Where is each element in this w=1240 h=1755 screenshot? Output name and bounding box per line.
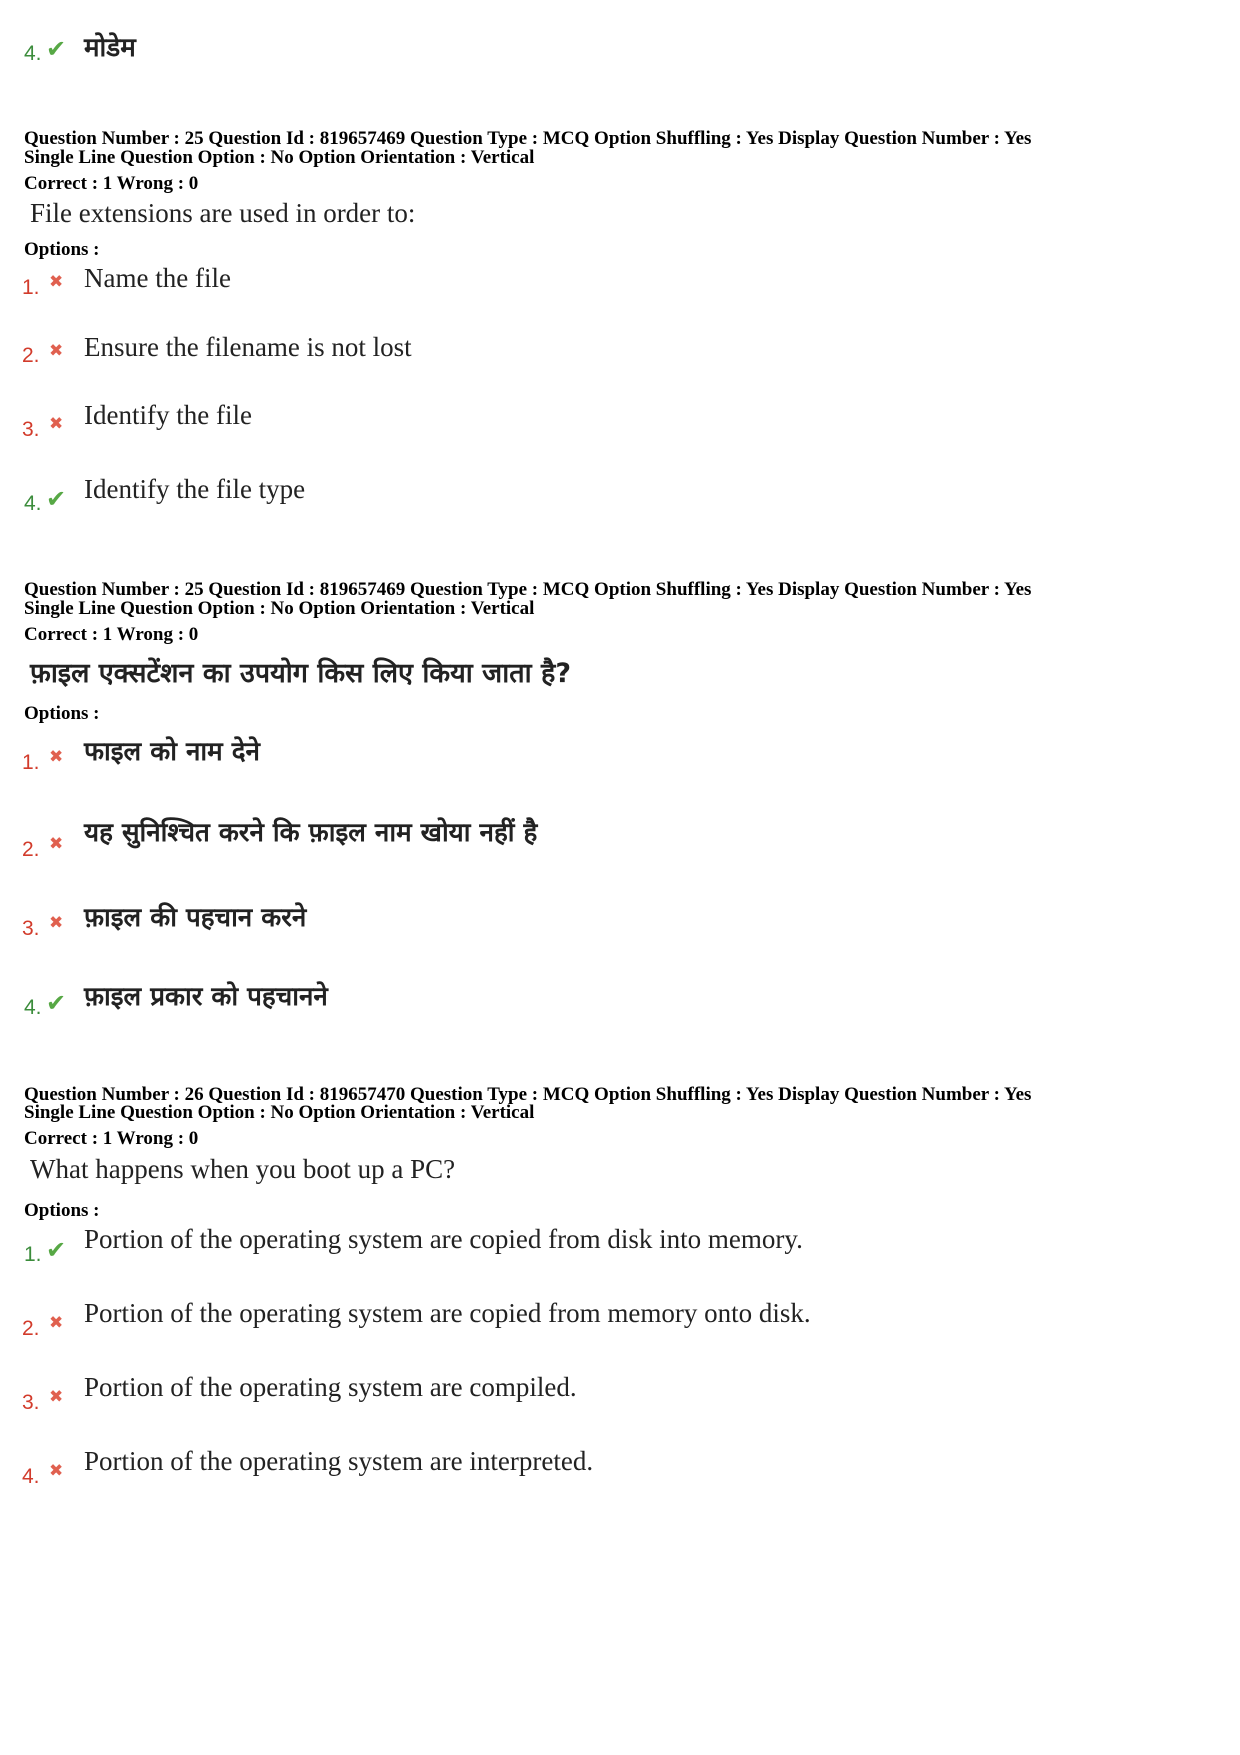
- cross-icon: ✖: [49, 1313, 64, 1333]
- options-label: Options :: [24, 239, 100, 260]
- option-number: 3.: [22, 1391, 40, 1414]
- question-meta-line2: Single Line Question Option : No Option Orientation : Vertical: [24, 147, 535, 168]
- option-text: यह सुनिश्चित करने कि फ़ाइल नाम खोया नहीं है: [84, 818, 538, 848]
- option-text: Portion of the operating system are copied from disk into memory.: [84, 1224, 803, 1254]
- cross-icon: ✖: [49, 272, 64, 292]
- option-text: Identify the file type: [84, 474, 306, 504]
- options-label: Options :: [24, 703, 100, 724]
- option-number: 1.: [22, 276, 40, 299]
- option-text: Portion of the operating system are interpreted.: [84, 1446, 594, 1476]
- option-text: फाइल को नाम देने: [84, 737, 260, 767]
- option-number: 1.: [22, 751, 40, 774]
- option-text: फ़ाइल प्रकार को पहचानने: [84, 982, 328, 1012]
- score-line: Correct : 1 Wrong : 0: [24, 1128, 199, 1149]
- option-text: Identify the file: [84, 400, 252, 430]
- question-meta: Question Number : 25 Question Id : 819657469 Question Type : MCQ Option Shuffling : Yes Display Question Number : Yes: [24, 579, 1032, 600]
- option-text: Portion of the operating system are copied from memory onto disk.: [84, 1298, 811, 1328]
- option-number: 3.: [22, 917, 40, 940]
- cross-icon: ✖: [49, 747, 64, 767]
- option-number: 4.: [24, 42, 42, 65]
- check-icon: ✔: [46, 35, 67, 63]
- cross-icon: ✖: [49, 1461, 64, 1481]
- score-line: Correct : 1 Wrong : 0: [24, 173, 199, 194]
- score-line: Correct : 1 Wrong : 0: [24, 624, 199, 645]
- question-text: What happens when you boot up a PC?: [30, 1154, 456, 1184]
- cross-icon: ✖: [49, 834, 64, 854]
- option-text: फ़ाइल की पहचान करने: [84, 903, 307, 933]
- check-icon: ✔: [46, 989, 67, 1017]
- option-number: 1.: [24, 1243, 42, 1266]
- check-icon: ✔: [46, 485, 67, 513]
- cross-icon: ✖: [49, 414, 64, 434]
- option-number: 4.: [24, 996, 42, 1019]
- option-number: 2.: [22, 838, 40, 861]
- option-text: Name the file: [84, 263, 231, 293]
- option-text: Portion of the operating system are compiled.: [84, 1372, 577, 1402]
- option-number: 2.: [22, 1317, 40, 1340]
- question-meta-line2: Single Line Question Option : No Option Orientation : Vertical: [24, 1102, 535, 1123]
- question-text: File extensions are used in order to:: [30, 198, 416, 228]
- option-text: मोडेम: [84, 33, 136, 63]
- option-text: Ensure the filename is not lost: [84, 332, 412, 362]
- option-number: 2.: [22, 344, 40, 367]
- cross-icon: ✖: [49, 913, 64, 933]
- cross-icon: ✖: [49, 1387, 64, 1407]
- option-number: 4.: [24, 492, 42, 515]
- question-meta-line2: Single Line Question Option : No Option Orientation : Vertical: [24, 598, 535, 619]
- check-icon: ✔: [46, 1236, 67, 1264]
- question-meta: Question Number : 25 Question Id : 819657469 Question Type : MCQ Option Shuffling : Yes Display Question Number : Yes: [24, 128, 1032, 149]
- option-number: 4.: [22, 1465, 40, 1488]
- cross-icon: ✖: [49, 341, 64, 361]
- options-label: Options :: [24, 1200, 100, 1221]
- option-number: 3.: [22, 418, 40, 441]
- question-text: फ़ाइल एक्सटेंशन का उपयोग किस लिए किया जाता है?: [30, 658, 571, 689]
- question-meta: Question Number : 26 Question Id : 819657470 Question Type : MCQ Option Shuffling : Yes Display Question Number : Yes: [24, 1084, 1032, 1105]
